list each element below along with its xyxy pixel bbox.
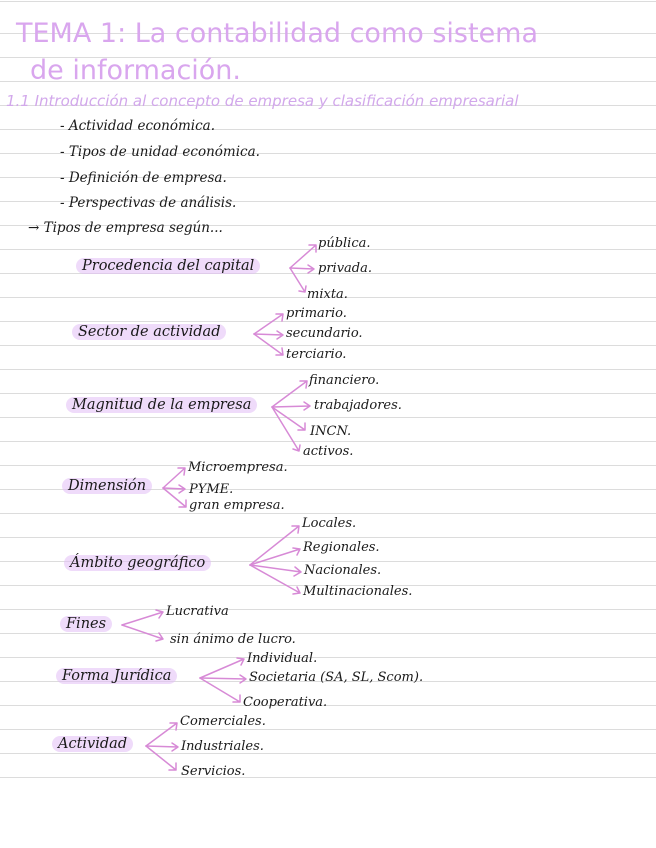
bullet-item: - Tipos de unidad económica. — [60, 144, 260, 160]
category-ambito: Ámbito geográfico — [64, 555, 211, 571]
title-line-1: TEMA 1: La contabilidad como sistema — [16, 18, 539, 49]
leaf-item: Individual. — [247, 651, 318, 666]
leaf-item: activos. — [303, 444, 354, 459]
leaf-item: Servicios. — [181, 764, 246, 779]
category-procedencia: Procedencia del capital — [76, 258, 260, 274]
category-dimension: Dimensión — [62, 478, 152, 494]
leaf-item: INCN. — [310, 424, 352, 439]
leaf-item: secundario. — [286, 326, 363, 341]
leaf-item: pública. — [318, 236, 371, 251]
category-actividad: Actividad — [52, 736, 133, 752]
leaf-item: Cooperativa. — [243, 695, 328, 710]
leaf-item: financiero. — [309, 373, 380, 388]
category-forma-juridica: Forma Jurídica — [56, 668, 177, 684]
leaf-item: Lucrativa — [166, 604, 229, 619]
page-bottom-margin — [0, 790, 656, 848]
bullet-item: - Perspectivas de análisis. — [60, 195, 237, 211]
bullet-item: - Actividad económica. — [60, 118, 215, 134]
leaf-item: terciario. — [286, 347, 347, 362]
leaf-item: Comerciales. — [180, 714, 266, 729]
leaf-item: Locales. — [302, 516, 357, 531]
leaf-item: primario. — [286, 306, 347, 321]
leaf-item: Regionales. — [303, 540, 380, 555]
title-line-2: de información. — [30, 55, 242, 86]
leaf-item: trabajadores. — [314, 398, 402, 413]
leaf-item: privada. — [318, 261, 372, 276]
section-heading: 1.1 Introducción al concepto de empresa y clasificación empresarial — [6, 92, 519, 110]
category-magnitud: Magnitud de la empresa — [66, 397, 257, 413]
leaf-item: Multinacionales. — [303, 584, 413, 599]
bullet-item: - Definición de empresa. — [60, 170, 227, 186]
leaf-item: gran empresa. — [189, 498, 285, 513]
category-fines: Fines — [60, 616, 112, 632]
leaf-item: Microempresa. — [188, 460, 288, 475]
category-sector: Sector de actividad — [72, 324, 226, 340]
leaf-item: Nacionales. — [304, 563, 382, 578]
leaf-item: Industriales. — [181, 739, 264, 754]
leaf-item: mixta. — [307, 287, 348, 302]
types-heading: → Tipos de empresa según... — [28, 220, 223, 236]
leaf-item: PYME. — [189, 482, 234, 497]
leaf-item: sin ánimo de lucro. — [170, 632, 296, 647]
leaf-item: Societaria (SA, SL, Scom). — [249, 670, 424, 685]
